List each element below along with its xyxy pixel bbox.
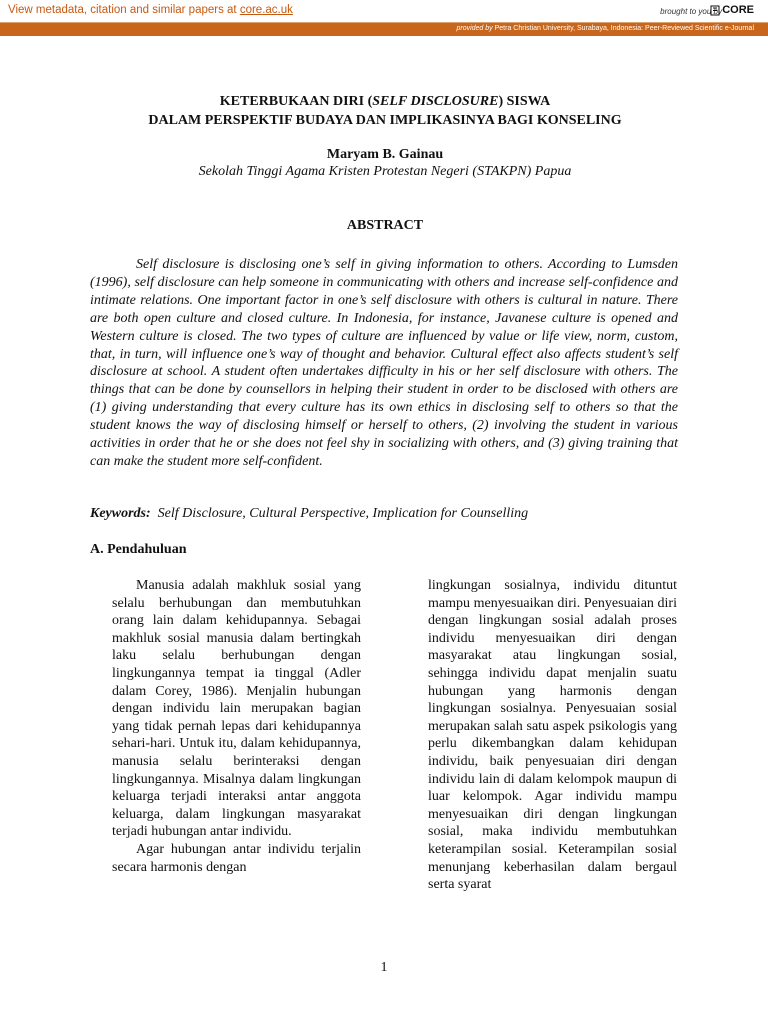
core-logo-icon	[710, 4, 720, 16]
core-logo[interactable]	[710, 4, 754, 16]
paragraph: lingkungan sosialnya, individu dituntut mampu menyesuaikan diri. Penyesuaian diri dengan lingkungan sosial adalah proses individu menyesuaikan diri dengan masyarakat atau lingkungan sosial, sehingga individu dapat menjalin suatu hubungan yang harmonis dengan lingkungan sosialnya. Penyesuaian sosial merupakan salah satu aspek psikologis yang perlu dikembangkan dalam kehidupan individu, baik penyesuaian diri dengan individu lain di dalam kelompok maupun di luar kelompok. Agar individu mampu menyesuaikan diri dengan lingkungan sosial, maka individu membutuhkan keterampilan sosial. Keterampilan sosial menunjang keberhasilan dalam bergaul serta syarat	[428, 578, 677, 893]
title-italic: SELF DISCLOSURE	[372, 94, 499, 109]
paper-title-line2: DALAM PERSPEKTIF BUDAYA DAN IMPLIKASINYA BAGI KONSELING	[148, 113, 622, 128]
page-number: 1	[380, 960, 388, 975]
paragraph: Manusia adalah makhluk sosial yang selalu berhubungan dan membutuhkan orang lain dalam kehidupannya. Sebagai makhluk sosial manusia dalam bertingkah laku selalu berhubungan dengan lingkungannya tempat ia tinggal (Adler dalam Corey, 1986). Menjalin hubungan dengan individu lain merupakan bagian yang tidak pernah lepas dari kehidupannya sehari-hari. Untuk itu, dalam kehidupannya, manusia selalu berinteraksi dengan lingkungannya. Misalnya dalam lingkungan keluarga terjadi interaksi antar anggota keluarga, dalam lingkungan masyarakat terjadi hubungan antar individu.	[112, 578, 361, 840]
author-affiliation: Sekolah Tinggi Agama Kristen Protestan Negeri (STAKPN) Papua	[198, 164, 572, 179]
keywords	[90, 506, 680, 522]
provided-by-label: provided by	[456, 25, 493, 32]
body-column-left	[112, 577, 361, 876]
brought-to-you-label: brought to you by	[660, 7, 722, 16]
keywords-label: Keywords:	[90, 506, 151, 521]
metadata-prefix: View metadata, citation and similar papers at	[8, 4, 240, 16]
keywords-list: Self Disclosure, Cultural Perspective, Implication for Counselling	[157, 506, 529, 521]
provided-by-source: Petra Christian University, Surabaya, Indonesia: Peer-Reviewed Scientific e-Journal	[492, 25, 754, 32]
provided-by-text	[456, 25, 754, 32]
metadata-link[interactable]	[8, 4, 293, 16]
title-pre: KETERBUKAAN DIRI (	[219, 94, 373, 109]
abstract-heading: ABSTRACT	[346, 218, 424, 233]
core-logo-text: CORE	[722, 4, 754, 16]
core-ac-uk-link[interactable]: core.ac.uk	[239, 4, 293, 16]
body-column-right	[428, 577, 677, 894]
section-heading: A. Pendahuluan	[90, 542, 187, 557]
abstract-text: Self disclosure is disclosing one’s self in giving information to others. According to Lumsden (1996), self disclosure can help someone in communicating with others and increase self-confidence and intimate relations. One important factor in one’s self disclosure with others is cultural in nature. There are both open culture and closed culture. In Indonesia, for instance, Javanese culture is opened and Western culture is closed. The two types of culture are influenced by value or life view, norm, custom, that, in turn, will influence one’s way of thought and behavior. Cultural effect also affects student’s self disclosure at school. A student often undertakes difficulty in his or her self disclosure with others. The things that can be done by counsellors in helping their student in order to be disclosed with others are (1) giving understanding that every culture has its own ethics in disclosing self to others so that the student knows the way of disclosing himself or herself to others, (2) involving the student in various activities in order that he or she does not feel shy in socializing with others, and (3) giving training that can make the student more self-confident.	[90, 257, 678, 469]
paragraph: Agar hubungan antar individu terjalin secara harmonis dengan	[112, 841, 361, 875]
paper-title-line1	[90, 92, 680, 111]
title-post: ) SISWA	[498, 94, 551, 109]
author-name: Maryam B. Gainau	[326, 147, 444, 162]
provided-by-bar	[0, 23, 768, 36]
core-banner	[0, 0, 768, 23]
